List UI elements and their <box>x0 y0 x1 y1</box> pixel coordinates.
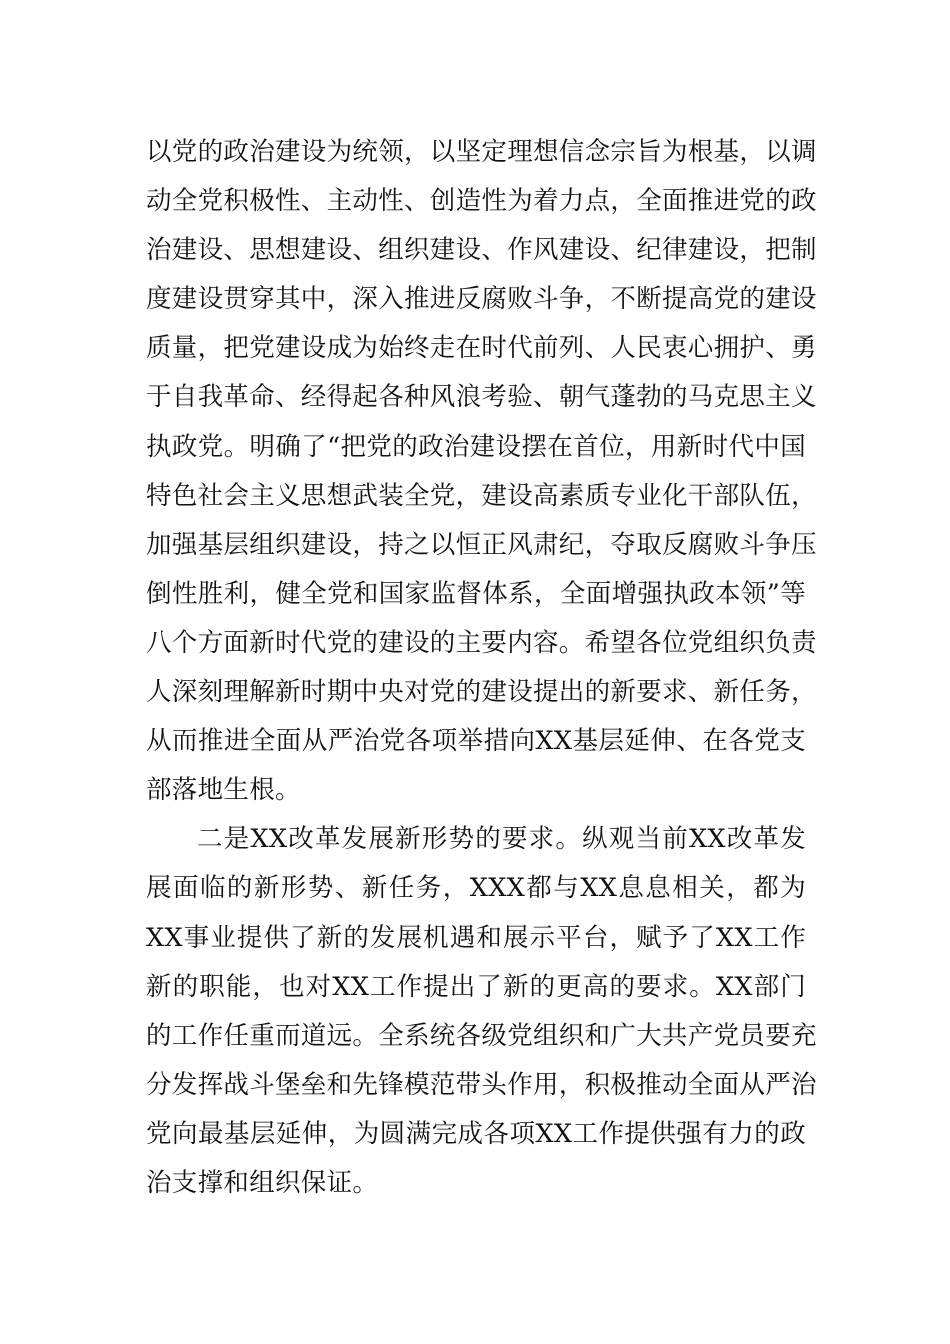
text-line: 新的职能，也对XX工作提出了新的更高的要求。XX部门 <box>146 971 806 1002</box>
text-line: 加强基层组织建设，持之以恒正风肃纪，夺取反腐败斗争压 <box>146 529 817 560</box>
text-line: 质量，把党建设成为始终走在时代前列、人民衷心拥护、勇 <box>146 333 817 364</box>
text-line: 八个方面新时代党的建设的主要内容。希望各位党组织负责 <box>146 627 817 658</box>
text-line: 展面临的新形势、新任务，XXX都与XX息息相关，都为 <box>146 873 806 904</box>
text-line: 治建设、思想建设、组织建设、作风建设、纪律建设，把制 <box>146 235 817 266</box>
text-line: 于自我革命、经得起各种风浪考验、朝气蓬勃的马克思主义 <box>146 382 817 413</box>
paragraph-1 <box>146 128 817 815</box>
text-line: 动全党积极性、主动性、创造性为着力点，全面推进党的政 <box>146 186 817 217</box>
body-text <box>146 128 817 1208</box>
text-line: 以党的政治建设为统领，以坚定理想信念宗旨为根基，以调 <box>146 137 817 167</box>
text-line: 的工作任重而道远。全系统各级党组织和广大共产党员要充 <box>146 1020 817 1051</box>
text-line: 二是XX改革发展新形势的要求。纵观当前XX改革发 <box>197 824 806 855</box>
text-line: 从而推进全面从严治党各项举措向XX基层延伸、在各党支 <box>146 726 806 757</box>
paragraph-2 <box>146 815 817 1208</box>
text-line: 部落地生根。 <box>146 775 301 806</box>
text-line: 特色社会主义思想武装全党，建设高素质专业化干部队伍， <box>146 480 817 511</box>
text-line: 人深刻理解新时期中央对党的建设提出的新要求、新任务， <box>146 677 817 708</box>
text-line: 度建设贯穿其中，深入推进反腐败斗争，不断提高党的建设 <box>146 284 817 315</box>
text-line: 执政党。明确了“把党的政治建设摆在首位，用新时代中国 <box>146 431 806 462</box>
text-line: 治支撑和组织保证。 <box>146 1167 379 1198</box>
text-line: 倒性胜利，健全党和国家监督体系，全面增强执政本领”等 <box>146 578 806 609</box>
text-line: XX事业提供了新的发展机遇和展示平台，赋予了XX工作 <box>146 922 806 953</box>
text-line: 分发挥战斗堡垒和先锋模范带头作用，积极推动全面从严治 <box>146 1069 817 1100</box>
text-line: 党向最基层延伸，为圆满完成各项XX工作提供强有力的政 <box>146 1118 806 1149</box>
